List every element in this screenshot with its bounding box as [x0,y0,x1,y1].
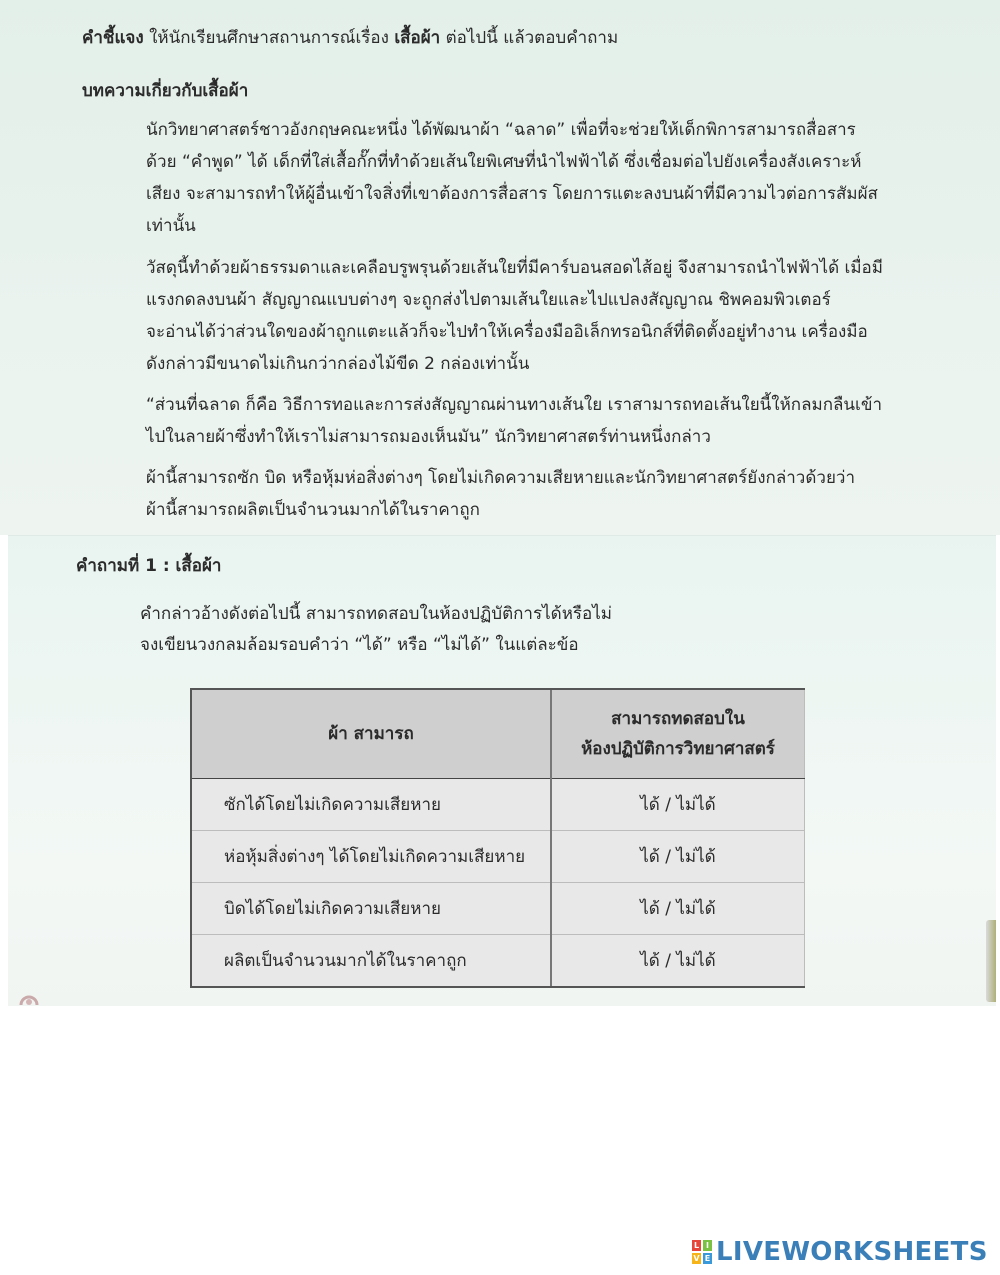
paragraph-line: นักวิทยาศาสตร์ชาวอังกฤษคณะหนึ่ง ได้พัฒนาผ้า “ฉลาด” เพื่อที่จะช่วยให้เด็กพิการสามารถสื่อสาร [146,120,856,140]
table-header-row [191,689,805,779]
paragraph-line: ดังกล่าวมีขนาดไม่เกินกว่ากล่องไม้ขีด 2 กล่องเท่านั้น [146,354,530,374]
statement-cell: บิดได้โดยไม่เกิดความเสียหาย [191,883,551,935]
table-row [191,935,805,988]
column-header-testable [551,689,805,779]
column-header-line: สามารถทดสอบใน [611,709,745,729]
instruction-text-2: ต่อไปนี้ แล้วตอบคำถาม [440,28,619,48]
liveworksheets-logo [692,1237,988,1267]
paragraph-line: แรงกดลงบนผ้า สัญญาณแบบต่างๆ จะถูกส่งไปตามเส้นใยและไปแปลงสัญญาณ ชิพคอมพิวเตอร์ [146,290,831,310]
logo-mark-letter: I [703,1240,712,1251]
instruction-text-1: ให้นักเรียนศึกษาสถานการณ์เรื่อง [143,28,395,48]
article-paragraph-4 [146,462,855,526]
table-row [191,779,805,831]
logo-mark-letter: V [693,1254,700,1263]
article-paragraph-2 [146,252,883,380]
table-row [191,831,805,883]
instruction-label: คำชี้แจง [82,28,144,48]
answer-choice[interactable]: ได้ / ไม่ได้ [551,779,805,831]
paragraph-line: ด้วย “คำพูด” ได้ เด็กที่ใส่เสื้อกั๊กที่ทำด้วยเส้นใยพิเศษที่นำไฟฟ้าได้ ซึ่งเชื่อมต่อไปยังเครื่องสังเคราะห์ [146,152,862,172]
paragraph-line: เท่านั้น [146,216,196,236]
instruction-topic: เสื้อผ้า [394,28,441,48]
article-heading: บทความเกี่ยวกับเสื้อผ้า [82,81,249,101]
table-row [191,883,805,935]
instruction-line [82,24,618,51]
question-line-2: จงเขียนวงกลมล้อมรอบคำว่า “ได้” หรือ “ไม่ได้” ในแต่ละข้อ [140,635,579,655]
statement-cell: ห่อหุ้มสิ่งต่างๆ ได้โดยไม่เกิดความเสียหาย [191,831,551,883]
corner-decoration-icon [18,990,40,1006]
paragraph-line: ผ้านี้สามารถผลิตเป็นจำนวนมากได้ในราคาถูก [146,500,480,520]
question-heading: คำถามที่ 1 : เสื้อผ้า [76,556,222,576]
paragraph-line: เสียง จะสามารถทำให้ผู้อื่นเข้าใจสิ่งที่เขาต้องการสื่อสาร โดยการแตะลงบนผ้าที่มีความไวต่อการสัมผัส [146,184,878,204]
answer-choice[interactable]: ได้ / ไม่ได้ [551,935,805,988]
paragraph-line: จะอ่านได้ว่าส่วนใดของผ้าถูกแตะแล้วก็จะไปทำให้เครื่องมืออิเล็กทรอนิกส์ที่ติดตั้งอยู่ทำงาน เครื่องมือ [146,322,868,342]
logo-mark-letter: E [704,1254,711,1263]
statement-cell: ผลิตเป็นจำนวนมากได้ในราคาถูก [191,935,551,988]
logo-text: LIVEWORKSHEETS [716,1237,988,1267]
article-paragraph-3 [146,389,882,453]
statement-cell: ซักได้โดยไม่เกิดความเสียหาย [191,779,551,831]
article-paragraph-1 [146,114,878,242]
column-header-statement: ผ้า สามารถ [191,689,551,779]
answer-choice[interactable]: ได้ / ไม่ได้ [551,831,805,883]
answer-table [190,688,805,988]
question-line-1: คำกล่าวอ้างดังต่อไปนี้ สามารถทดสอบในห้องปฏิบัติการได้หรือไม่ [140,604,612,624]
paragraph-line: “ส่วนที่ฉลาด ก็คือ วิธีการทอและการส่งสัญญาณผ่านทางเส้นใย เราสามารถทอเส้นใยนี้ให้กลมกลืนเข้า [146,395,883,415]
paragraph-line: ผ้านี้สามารถซัก บิด หรือหุ้มห่อสิ่งต่างๆ โดยไม่เกิดความเสียหายและนักวิทยาศาสตร์ยังกล่าวด้วยว่า [146,468,855,488]
answer-choice[interactable]: ได้ / ไม่ได้ [551,883,805,935]
paragraph-line: ไปในลายผ้าซึ่งทำให้เราไม่สามารถมองเห็นมัน” นักวิทยาศาสตร์ท่านหนึ่งกล่าว [146,427,711,447]
paragraph-line: วัสดุนี้ทำด้วยผ้าธรรมดาและเคลือบรูพรุนด้วยเส้นใยที่มีคาร์บอนสอดไส้อยู่ จึงสามารถนำไฟฟ้าได้ เมื่อมี [146,258,883,278]
side-decoration [986,920,996,1002]
logo-mark-icon [692,1240,712,1264]
logo-mark-letter: L [693,1241,700,1250]
column-header-line: ห้องปฏิบัติการวิทยาศาสตร์ [581,739,775,759]
